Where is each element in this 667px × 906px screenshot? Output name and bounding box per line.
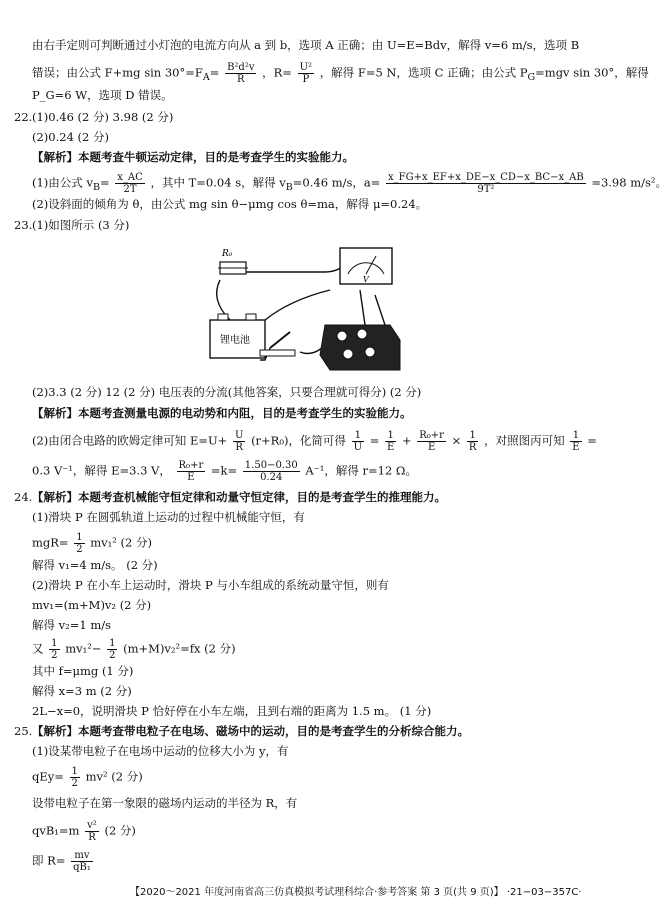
- text-line: (1)滑块 P 在圆弧轨道上运动的过程中机械能守恒，有: [32, 510, 305, 524]
- equation-line: 解得 x=3 m (2 分): [32, 684, 132, 698]
- fraction: $\frac{1}{R}$: [468, 430, 477, 453]
- fraction: $\frac{\text{U²}}{P}$: [299, 62, 313, 85]
- question-number: 24.: [14, 490, 33, 504]
- equation-line: mv₁=(m+M)v₂ (2 分): [32, 598, 152, 612]
- fraction: $\frac{1.50-0.30}{0.24}$: [244, 460, 298, 483]
- equation-line: mgR= $\frac{1}{2}$ mv₁² (2 分): [32, 532, 152, 555]
- circuit-figure: [200, 240, 400, 378]
- text-line: (2)滑块 P 在小车上运动时，滑块 P 与小车组成的系统动量守恒，则有: [32, 578, 389, 592]
- r0-label: R₀: [222, 249, 233, 259]
- analysis-line: 【解析】本题考查牛顿运动定律，目的是考查学生的实验能力。: [32, 150, 354, 164]
- answer-line: (1)如图所示 (3 分): [32, 218, 130, 232]
- equation-line: 又 $\frac{1}{2}$ mv₁²− $\frac{1}{2}$ (m+M)v₂²=fx (2 分): [32, 638, 236, 661]
- text-line: P_G=6 W，选项 D 错误。: [32, 88, 173, 102]
- equation-line: 其中 f=μmg (1 分): [32, 664, 134, 678]
- text-line: 设带电粒子在第一象限的磁场内运动的半径为 R，有: [32, 796, 298, 810]
- equation-line: 解得 v₂=1 m/s: [32, 618, 112, 632]
- equation-line: 2L−x=0，说明滑块 P 恰好停在小车左端，且到右端的距离为 1.5 m。 (1 分): [32, 704, 432, 718]
- equation-line: qvB₁=m $\frac{\text{v²}}{R}$ (2 分): [32, 820, 136, 843]
- text-line: 由右手定则可判断通过小灯泡的电流方向从 a 到 b，选项 A 正确；由 U=E=Bdv，解得 v=6 m/s，选项 B: [32, 38, 580, 52]
- question-number: 25.: [14, 724, 33, 738]
- fraction: $\frac{1}{2}$: [109, 638, 116, 661]
- fraction: $\frac{\text{B²d²v}}{R}$: [227, 62, 255, 85]
- switch-icon: [260, 350, 295, 356]
- equation-line: 解得 v₁=4 m/s。 (2 分): [32, 558, 158, 572]
- text-line: (1)设某带电粒子在电场中运动的位移大小为 y，有: [32, 744, 289, 758]
- fraction: $\frac{U}{R}$: [234, 430, 244, 453]
- fraction: $\frac{\text{R₀+r}}{E}$: [419, 430, 444, 453]
- answer-line: (2)0.24 (2 分): [32, 130, 109, 144]
- fraction: $\frac{1}{2}$: [71, 766, 78, 789]
- answer-line: (2)3.3 (2 分) 12 (2 分) 电压表的分流(其他答案，只要合理就可得分) (2 分): [32, 385, 422, 399]
- analysis-line: 【解析】本题考查机械能守恒定律和动量守恒定律，目的是考查学生的推理能力。: [32, 490, 446, 504]
- analysis-line: 【解析】本题考查测量电源的电动势和内阻，目的是考查学生的实验能力。: [32, 406, 412, 420]
- fraction: $\frac{1}{2}$: [51, 638, 58, 661]
- analysis-line: 【解析】本题考查带电粒子在电场、磁场中的运动，目的是考查学生的分析综合能力。: [32, 724, 469, 738]
- text-line: (2)由闭合电路的欧姆定律可知 E=U+ $\frac{U}{R}$ (r+R₀)，化简可得 $\frac{1}{U}$ = $\frac{1}{E}$ + $\frac{\text{R₀+r}}{E}$ × $\frac{1}{R}$ ，对照图丙可知 $\frac{1}{E}$ =: [32, 430, 597, 453]
- battery-label: 锂电池: [220, 335, 250, 346]
- fraction: $\frac{\text{R₀+r}}{E}$: [178, 460, 204, 483]
- page-footer: 【2020～2021 年度河南省高三仿真模拟考试理科综合·参考答案 第 3 页(共 9 页)】 ·21−03−357C·: [130, 887, 582, 898]
- fraction: $\frac{x\_FG+x\_EF+x\_DE-x\_CD-x\_BC-x\_AB}{\text{9T²}}$: [388, 172, 584, 195]
- fraction: $\frac{1}{E}$: [386, 430, 395, 453]
- fraction: $\frac{mv}{\text{qB₁}}$: [73, 850, 91, 873]
- equation-line: qEy= $\frac{1}{2}$ mv² (2 分): [32, 766, 143, 789]
- answer-line: (1)0.46 (2 分) 3.98 (2 分): [32, 110, 174, 124]
- fraction: $\frac{\text{v²}}{R}$: [87, 820, 97, 843]
- question-number: 22.: [14, 110, 33, 124]
- text-line: (2)设斜面的倾角为 θ，由公式 mg sin θ−μmg cos θ=ma，解得 μ=0.24。: [32, 197, 428, 211]
- text-line: 0.3 V⁻¹，解得 E=3.3 V， $\frac{\text{R₀+r}}{E}$ =k= $\frac{1.50-0.30}{0.24}$ A⁻¹，解得 r=12 Ω。: [32, 460, 417, 483]
- fraction: $\frac{1}{E}$: [572, 430, 580, 453]
- fraction: $\frac{1}{2}$: [76, 532, 83, 555]
- text-line: 错误；由公式 F+mg $\sin 30^\circ=F_A=$ $\frac{\text{B²d²v}}{R}$ ，R= $\frac{\text{U²}}{P}$ ，解得 F=5 N，选项 C 正确；由公式 $P_G=mgv$ sin 30°，解得: [32, 62, 649, 85]
- fraction: $\frac{1}{U}$: [353, 430, 363, 453]
- text-line: (1)由公式 $v_B=$ $\frac{x\_AC}{2T}$ ，其中 T=0.04 s，解得 $v_B=0.46$ m/s，a= $\frac{x\_FG+x\_EF+x\_DE-x\_CD-x\_BC-x\_AB}{\text{9T²}}$ =3.98 m/s²。: [32, 172, 667, 195]
- equation-line: 即 R= $\frac{mv}{\text{qB₁}}$: [32, 850, 91, 873]
- fraction: $\frac{x\_AC}{2T}$: [117, 172, 143, 195]
- voltmeter-label: V: [363, 275, 369, 284]
- question-number: 23.: [14, 218, 33, 232]
